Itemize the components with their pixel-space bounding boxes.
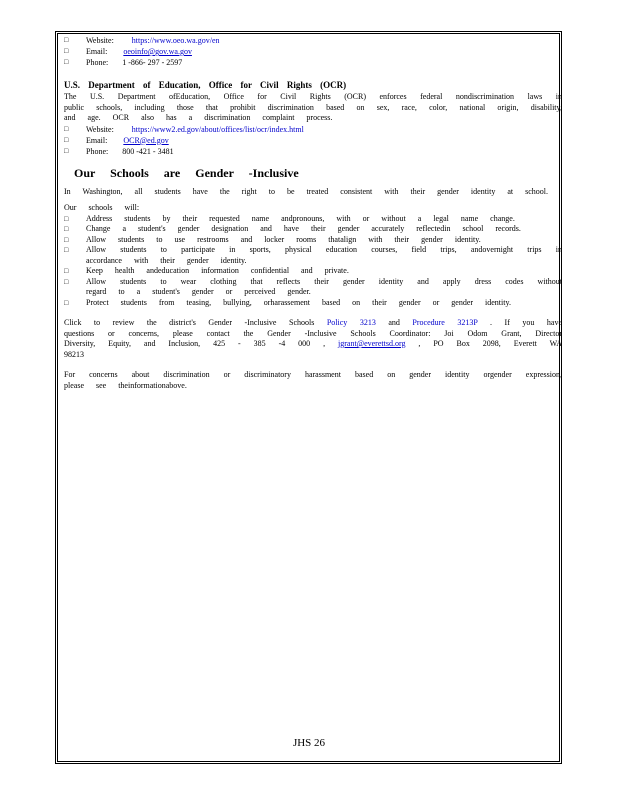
gender-intro: In Washington, all students have the right to be treated consistent with their gender identity at school. (64, 186, 549, 196)
bullet-icon: □ (64, 298, 69, 307)
list-item (64, 146, 562, 157)
policy-link[interactable]: Policy 3213 (326, 318, 376, 327)
list-item (64, 245, 562, 266)
list-item (64, 277, 562, 298)
bullet-icon: □ (64, 58, 69, 66)
list-item (64, 266, 562, 277)
procedure-link[interactable]: Procedure 3213P (412, 318, 478, 327)
bullet-icon: □ (64, 225, 69, 233)
gender-items-list (64, 214, 562, 309)
list-item (64, 235, 562, 246)
ocr-email-link[interactable]: OCR@ed.gov (123, 135, 169, 145)
email-label: Email: (86, 47, 108, 56)
bullet-icon: □ (64, 146, 69, 155)
website-label: Website: (86, 124, 114, 134)
ocr-heading: U.S. Department of Education, Office for Civil Rights (OCR) (64, 80, 347, 90)
ocr-website-link[interactable]: https://www2.ed.gov/about/offices/list/ocr/index.html (131, 124, 304, 134)
document-body (64, 35, 562, 391)
bullet-icon: □ (64, 246, 69, 254)
and-text: and (388, 318, 400, 327)
phone-value: 800 -421 - 3481 (122, 146, 174, 156)
bullet-icon: □ (64, 277, 69, 286)
list-item (64, 214, 562, 225)
policy-text-1: Click to review the district's Gender -Inclusive Schools (64, 318, 315, 327)
website-label: Website: (86, 36, 114, 45)
phone-label: Phone: (86, 58, 109, 67)
phone-value: 1 -866- 297 - 2597 (122, 58, 183, 67)
our-schools-label: Our schools will: (64, 203, 140, 212)
bullet-icon: □ (64, 235, 69, 244)
gender-inclusive-heading: Our Schools are Gender -Inclusive (74, 165, 299, 180)
coordinator-email-link[interactable]: jgrant@everettsd.org (338, 339, 406, 348)
ocr-paragraph: The U.S. Department ofEducation, Office for Civil Rights (OCR) enforces federal nondiscrimination laws in public schools, including those that prohibit discrimination based on sex, race, color, national origin, disability, and age. OCR also has a discrimination complaint process. (64, 92, 562, 122)
list-item-text: Address students by their requested name andpronouns, with or without a legal name change. (86, 213, 515, 223)
policy-text-2: . If you have questions or concerns, please contact the Gender -Inclusive Schools Coordinator: Joi Odom Grant, Director Diversity, Equity, and Inclusion, 425 - 385 -4 000 , (64, 318, 563, 348)
bullet-icon: □ (64, 124, 69, 133)
bullet-icon: □ (64, 135, 69, 144)
list-item (64, 298, 562, 309)
bullet-icon: □ (64, 36, 69, 44)
list-item-text: Protect students from teasing, bullying, orharassement based on their gender or gender identity. (86, 297, 511, 307)
list-item-text: Allow students to participate in sports, physical education courses, field trips, andovernight trips in accordance with their gender identity. (86, 245, 562, 265)
list-item (64, 35, 562, 46)
list-item (64, 135, 562, 146)
bullet-icon: □ (64, 47, 69, 55)
concerns-paragraph: For concerns about discrimination or discriminatory harassment based on gender identity orgender expression, please see theinformationabove. (64, 370, 562, 390)
email-link[interactable]: oeoinfo@gov.wa.gov (123, 47, 192, 56)
list-item (64, 46, 562, 57)
website-link[interactable]: https://www.oeo.wa.gov/en (131, 36, 220, 45)
email-label: Email: (86, 135, 108, 145)
phone-label: Phone: (86, 146, 109, 156)
list-item (64, 124, 562, 135)
bullet-icon: □ (64, 214, 69, 223)
policy-text-3: , PO Box 2098, Everett WA 98213 (64, 339, 563, 359)
list-item-text: Keep health andeducation information confidential and private. (86, 266, 349, 275)
list-item-text: Allow students to use restrooms and locker rooms thatalign with their gender identity. (86, 234, 481, 244)
list-item-text: Allow students to wear clothing that reflects their gender identity and apply dress codes without regard to a student's gender or perceived gender. (86, 276, 562, 296)
bullet-icon: □ (64, 267, 69, 275)
list-item-text: Change a student's gender designation and have their gender accurately reflectedin school records. (86, 224, 521, 233)
page-number: JHS 26 (292, 737, 326, 749)
policy-paragraph (64, 318, 562, 360)
list-item (64, 57, 562, 68)
list-item (64, 224, 562, 235)
